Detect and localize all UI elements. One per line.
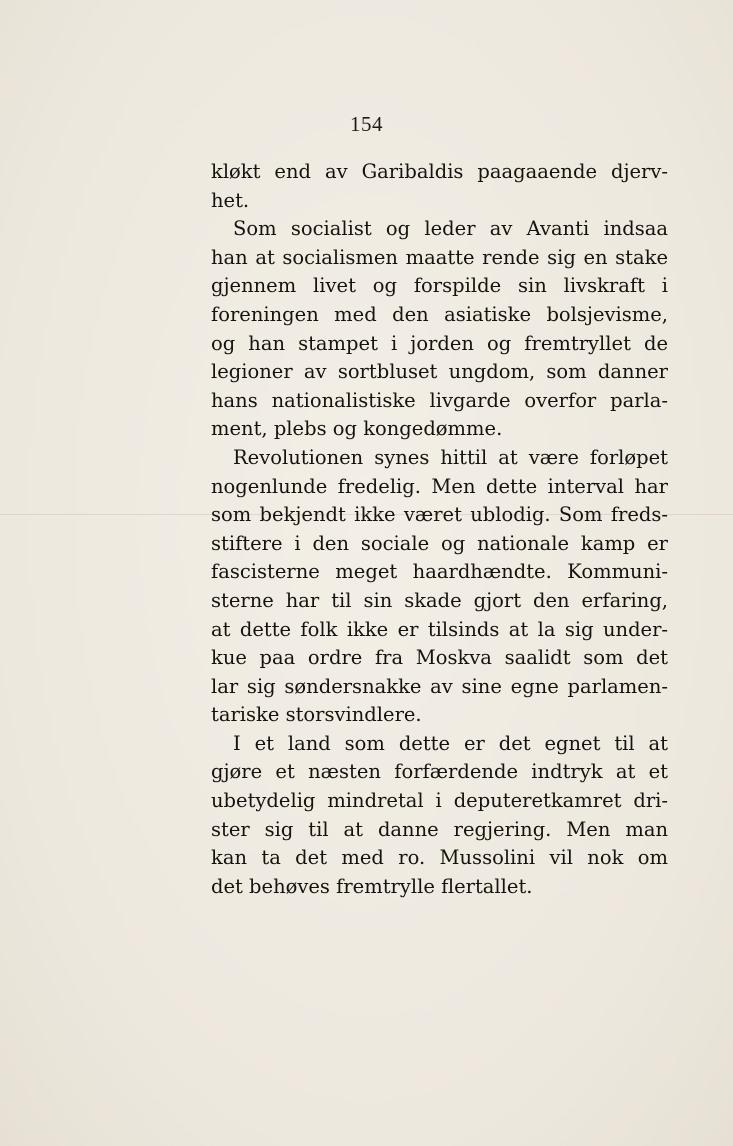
text-line: Revolutionen synes hittil at være forløpet	[233, 445, 668, 469]
text-line: gjennem livet og forspilde sin livskraft i	[211, 274, 668, 298]
text-line: fascisterne meget haardhændte. Kommuni-	[211, 560, 668, 584]
text-line: het.	[211, 188, 250, 212]
text-line: kløkt end av Garibaldis paagaaende djerv-	[211, 160, 668, 183]
text-line: at dette folk ikke er tilsinds at la sig under-	[211, 617, 668, 641]
text-line: kan ta det med ro. Mussolini vil nok om	[211, 846, 668, 870]
text-line: sterne har til sin skade gjort den erfaring,	[211, 588, 668, 612]
text-line: Som socialist og leder av Avanti indsaa	[233, 217, 668, 241]
text-line: legioner av sortbluset ungdom, som danner	[211, 360, 668, 384]
text-line: foreningen med den asiatiske bolsjevisme,	[211, 302, 668, 326]
body-text	[211, 158, 668, 901]
text-line: det behøves fremtrylle flertallet.	[211, 874, 533, 898]
text-line: lar sig søndersnakke av sine egne parlamen-	[211, 674, 668, 698]
text-line: som bekjendt ikke været ublodig. Som freds-	[211, 503, 668, 527]
text-line: hans nationalistiske livgarde overfor parla-	[211, 388, 668, 412]
text-line: stiftere i den sociale og nationale kamp er	[211, 531, 668, 555]
text-line: gjøre et næsten forfærdende indtryk at et	[211, 760, 668, 784]
text-line: kue paa ordre fra Moskva saalidt som det	[211, 646, 668, 670]
text-line: tariske storsvindlere.	[211, 703, 422, 727]
text-line: I et land som dette er det egnet til at	[233, 731, 668, 755]
text-line: ment, plebs og kongedømme.	[211, 417, 503, 441]
text-line: ubetydelig mindretal i deputeretkamret dri-	[211, 789, 668, 813]
text-line: han at socialismen maatte rende sig en stake	[211, 245, 668, 269]
text-line: og han stampet i jorden og fremtryllet de	[211, 331, 668, 355]
page-number: 154	[350, 112, 383, 136]
text-line: ster sig til at danne regjering. Men man	[211, 817, 668, 841]
text-line: nogenlunde fredelig. Men dette interval har	[211, 474, 668, 498]
